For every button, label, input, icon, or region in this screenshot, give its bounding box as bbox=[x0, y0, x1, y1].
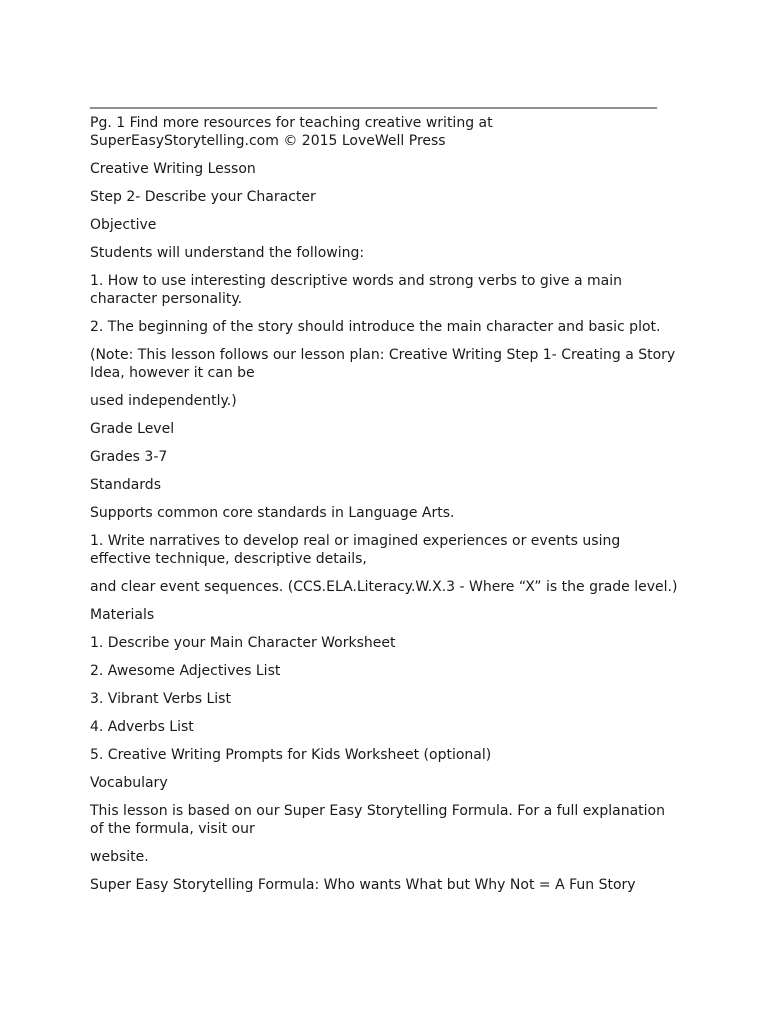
materials-item-2: 2. Awesome Adjectives List bbox=[90, 663, 281, 679]
materials-item-1: 1. Describe your Main Character Worksheet bbox=[90, 635, 396, 651]
standards-item-1: 1. Write narratives to develop real or imagined experiences or events using effective technique, descriptive details, bbox=[90, 533, 621, 567]
standards-intro: Supports common core standards in Language Arts. bbox=[90, 505, 455, 521]
header-rule: _________________________________________________________________________________ bbox=[90, 93, 657, 109]
lesson-note-continued: used independently.) bbox=[90, 393, 237, 409]
vocabulary-intro: This lesson is based on our Super Easy Storytelling Formula. For a full explanation of the formula, visit our bbox=[90, 803, 665, 837]
materials-item-4: 4. Adverbs List bbox=[90, 719, 194, 735]
lesson-note: (Note: This lesson follows our lesson plan: Creative Writing Step 1- Creating a Story Idea, however it can be bbox=[90, 347, 676, 381]
objective-item-1: 1. How to use interesting descriptive words and strong verbs to give a main character personality. bbox=[90, 273, 622, 307]
objective-item-2: 2. The beginning of the story should introduce the main character and basic plot. bbox=[90, 319, 661, 335]
lesson-subtitle: Step 2- Describe your Character bbox=[90, 189, 316, 205]
storytelling-formula: Super Easy Storytelling Formula: Who wants What but Why Not = A Fun Story bbox=[90, 877, 636, 893]
document-page bbox=[90, 92, 680, 904]
materials-item-3: 3. Vibrant Verbs List bbox=[90, 691, 231, 707]
materials-item-5: 5. Creative Writing Prompts for Kids Worksheet (optional) bbox=[90, 747, 492, 763]
page-footer-note: Pg. 1 Find more resources for teaching creative writing at SuperEasyStorytelling.com © 2015 LoveWell Press bbox=[90, 115, 493, 149]
section-heading-grade-level: Grade Level bbox=[90, 421, 175, 437]
standards-item-1-continued: and clear event sequences. (CCS.ELA.Literacy.W.X.3 - Where “X” is the grade level.) bbox=[90, 579, 678, 595]
grade-level-value: Grades 3-7 bbox=[90, 449, 168, 465]
lesson-title: Creative Writing Lesson bbox=[90, 161, 256, 177]
objective-intro: Students will understand the following: bbox=[90, 245, 365, 261]
section-heading-standards: Standards bbox=[90, 477, 161, 493]
section-heading-materials: Materials bbox=[90, 607, 155, 623]
section-heading-vocabulary: Vocabulary bbox=[90, 775, 168, 791]
vocabulary-intro-continued: website. bbox=[90, 849, 149, 865]
section-heading-objective: Objective bbox=[90, 217, 157, 233]
